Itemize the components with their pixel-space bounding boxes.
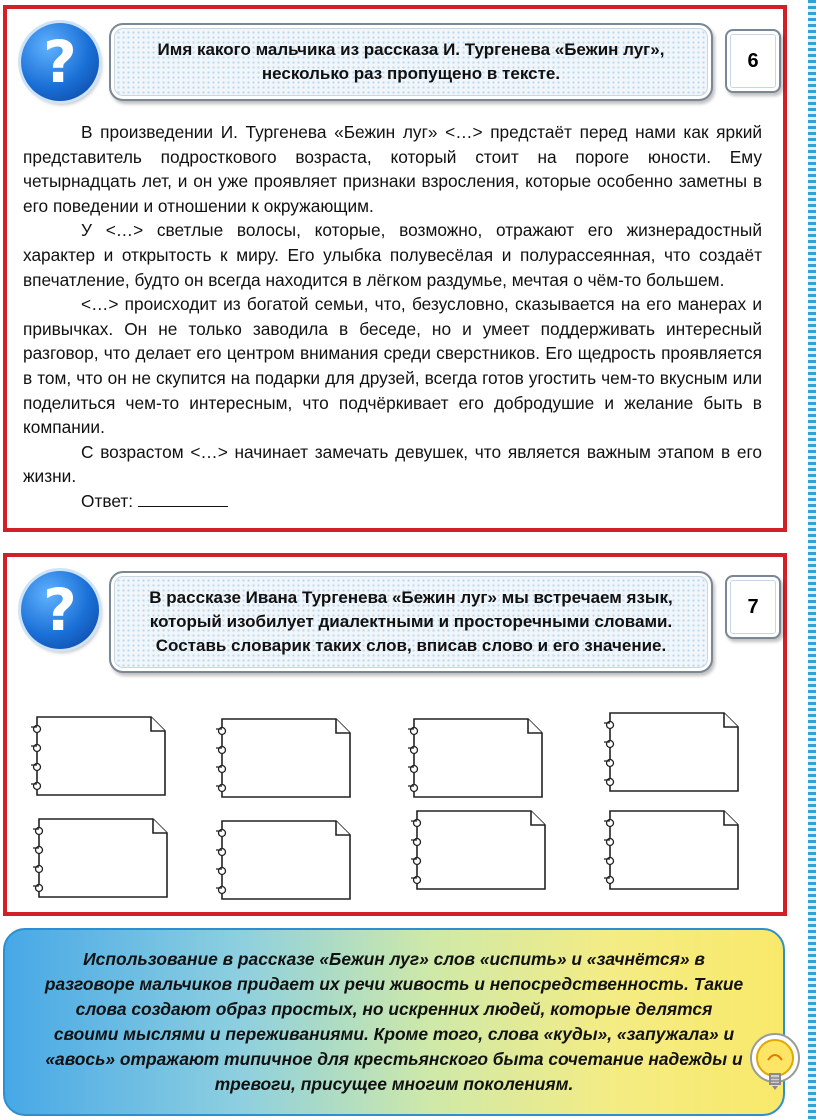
question-icon: ? [21,571,99,649]
dictionary-card[interactable] [31,817,171,899]
dictionary-card[interactable] [602,809,742,891]
dictionary-card[interactable] [214,717,354,799]
tip-text: Использование в рассказе «Бежин луг» слов «испить» и «зачнётся» в разговоре мальчиков придает их речи живость и непосредственность. Такие слова создают образ простых, но искренних людей, которые делятся своими мыслями и переживаниями. Кроме того, слова «куды», «запужала» и «авось» отражают типичное для крестьянского быта сочетание надежды и тревоги, присущее многим поколениям. [44,949,744,1094]
answer-blank[interactable] [138,490,228,507]
dictionary-card[interactable] [29,715,169,797]
task-6-question: Имя какого мальчика из рассказа И. Тургенева «Бежин луг», несколько раз пропущено в тексте. [109,23,713,101]
dictionary-card[interactable] [409,809,549,891]
paragraph: С возрастом <…> начинает замечать девушек, что является важным этапом в его жизни. [23,441,762,487]
paragraph: У <…> светлые волосы, которые, возможно, отражают его жизнерадостный характер и открытость к миру. Его улыбка полувесёлая и полурассеянная, что создаёт впечатление, будто он всегда находится в лёгком раздумье, мечтая о чём-то большем. [23,220,762,290]
task-7-panel [3,553,787,916]
paragraph: <…> происходит из богатой семьи, что, безусловно, сказывается на его манерах и привычках. Он не только заводила в беседе, но и умеет поддерживать интересный разговор, что делает его центром внимания среди сверстников. Его щедрость проявляется в том, что он не скупится на подарки для друзей, всегда готов угостить чем-то вкусным или поделиться чем-то интересным, что подчёркивает его добродушие и желание быть в компании. [23,294,762,438]
dictionary-card[interactable] [406,717,546,799]
tip-box [3,928,785,1116]
task-6-panel [3,5,787,532]
task-7-number: 7 [725,575,781,639]
task-6-text [23,120,762,514]
dictionary-card[interactable] [602,711,742,793]
edge-stripe [808,0,816,1120]
answer-row [23,489,762,514]
dictionary-card[interactable] [214,819,354,901]
paragraph: В произведении И. Тургенева «Бежин луг» <…> предстаёт перед нами как яркий представитель подросткового возраста, который стоит на пороге юности. Ему четырнадцать лет, и он уже проявляет признаки взросления, которые особенно заметны в его поведении и отношении к окружающим. [23,122,762,216]
answer-label: Ответ: [81,490,138,511]
question-icon: ? [21,23,99,101]
task-6-number: 6 [725,29,781,93]
task-7-question: В рассказе Ивана Тургенева «Бежин луг» мы встречаем язык, который изобилует диалектными и просторечными словами. Составь словарик таких слов, вписав слово и его значение. [109,571,713,673]
lightbulb-icon [748,1030,802,1110]
